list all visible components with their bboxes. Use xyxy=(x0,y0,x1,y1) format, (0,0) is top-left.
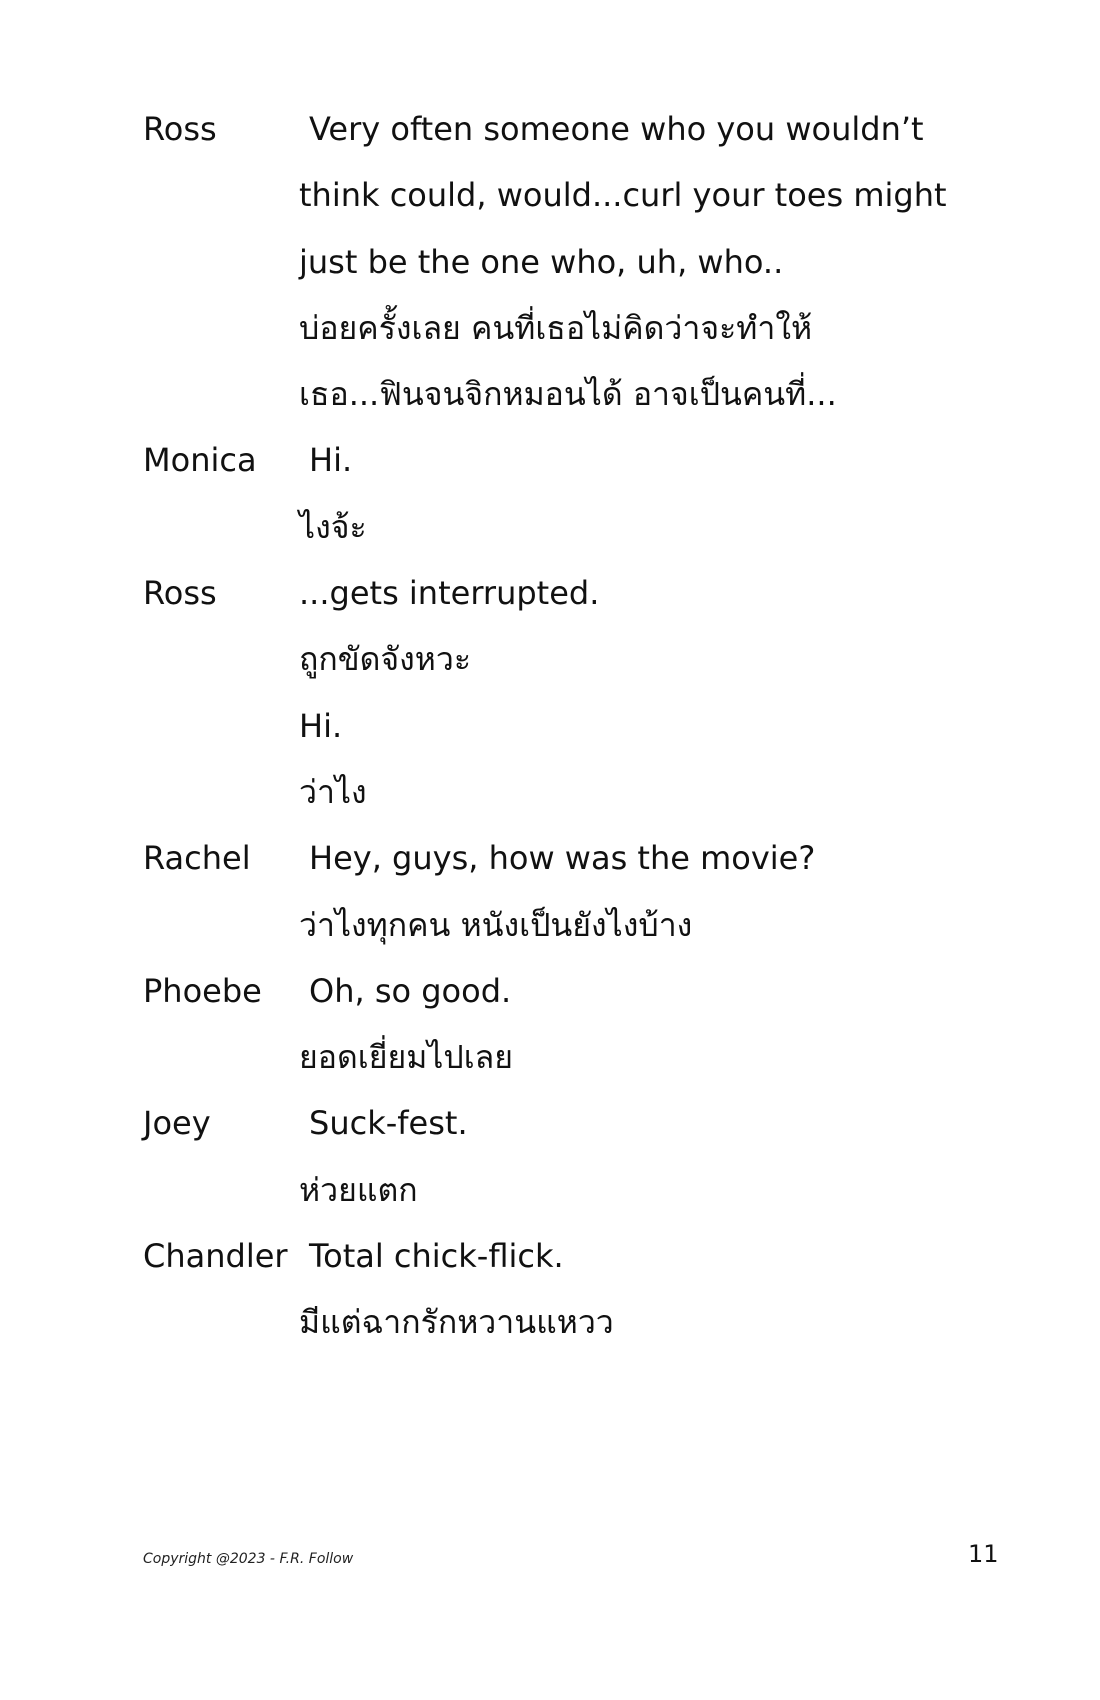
dialogue-line xyxy=(143,958,1003,1024)
dialogue-line xyxy=(143,494,1003,560)
dialogue-line xyxy=(143,892,1003,958)
dialogue-text: ...gets interrupted. xyxy=(299,574,600,613)
dialogue-text: Suck-fest. xyxy=(309,1104,468,1143)
dialogue-translation: มีแต่ฉากรักหวานแหวว xyxy=(299,1303,614,1342)
speaker-name: Monica xyxy=(143,441,257,480)
dialogue-line xyxy=(143,295,1003,361)
dialogue-text: think could, would...curl your toes might xyxy=(299,176,947,215)
dialogue-text: Hi. xyxy=(309,441,353,480)
dialogue-translation: ไงจ้ะ xyxy=(299,507,367,546)
copyright-notice: Copyright @2023 - F.R. Follow xyxy=(143,1551,354,1567)
speaker-name: Joey xyxy=(143,1104,211,1143)
dialogue-line xyxy=(143,96,1003,162)
dialogue-translation: ถูกขัดจังหวะ xyxy=(299,640,472,679)
dialogue-text: Hi. xyxy=(299,706,343,745)
speaker-name: Phoebe xyxy=(143,971,262,1010)
dialogue-line xyxy=(143,693,1003,759)
dialogue-line xyxy=(143,1024,1003,1090)
dialogue-line xyxy=(143,229,1003,295)
speaker-name: Ross xyxy=(143,110,217,148)
speaker-name: Rachel xyxy=(143,839,251,878)
dialogue-translation: ห่วยแตก xyxy=(299,1170,418,1209)
page-number: 11 xyxy=(968,1540,999,1568)
dialogue-text: just be the one who, uh, who.. xyxy=(299,242,784,281)
dialogue-translation: บ่อยครั้งเลย คนที่เธอไม่คิดว่าจะทำให้ xyxy=(299,308,813,347)
dialogue-text: Hey, guys, how was the movie? xyxy=(309,839,816,878)
dialogue-text: Oh, so good. xyxy=(309,971,512,1010)
dialogue-translation: ว่าไงทุกคน หนังเป็นยังไงบ้าง xyxy=(299,905,693,944)
dialogue-line xyxy=(143,759,1003,825)
dialogue-line xyxy=(143,162,1003,228)
script-page xyxy=(143,96,1003,1356)
dialogue-translation: ว่าไง xyxy=(299,772,367,811)
dialogue-line xyxy=(143,361,1003,427)
speaker-name: Ross xyxy=(143,574,217,613)
dialogue-line xyxy=(143,1090,1003,1156)
dialogue-line xyxy=(143,1157,1003,1223)
speaker-name: Chandler xyxy=(143,1237,288,1276)
dialogue-translation: เธอ...ฟินจนจิกหมอนได้ อาจเป็นคนที่... xyxy=(299,375,837,414)
dialogue-text: Total chick-flick. xyxy=(309,1237,564,1276)
dialogue-line xyxy=(143,427,1003,493)
dialogue-translation: ยอดเยี่ยมไปเลย xyxy=(299,1038,513,1077)
dialogue-line xyxy=(143,825,1003,891)
dialogue-text: Very often someone who you wouldn’t xyxy=(309,110,924,148)
dialogue-line xyxy=(143,560,1003,626)
dialogue-line xyxy=(143,1223,1003,1289)
dialogue-line xyxy=(143,626,1003,692)
dialogue-line xyxy=(143,1289,1003,1355)
